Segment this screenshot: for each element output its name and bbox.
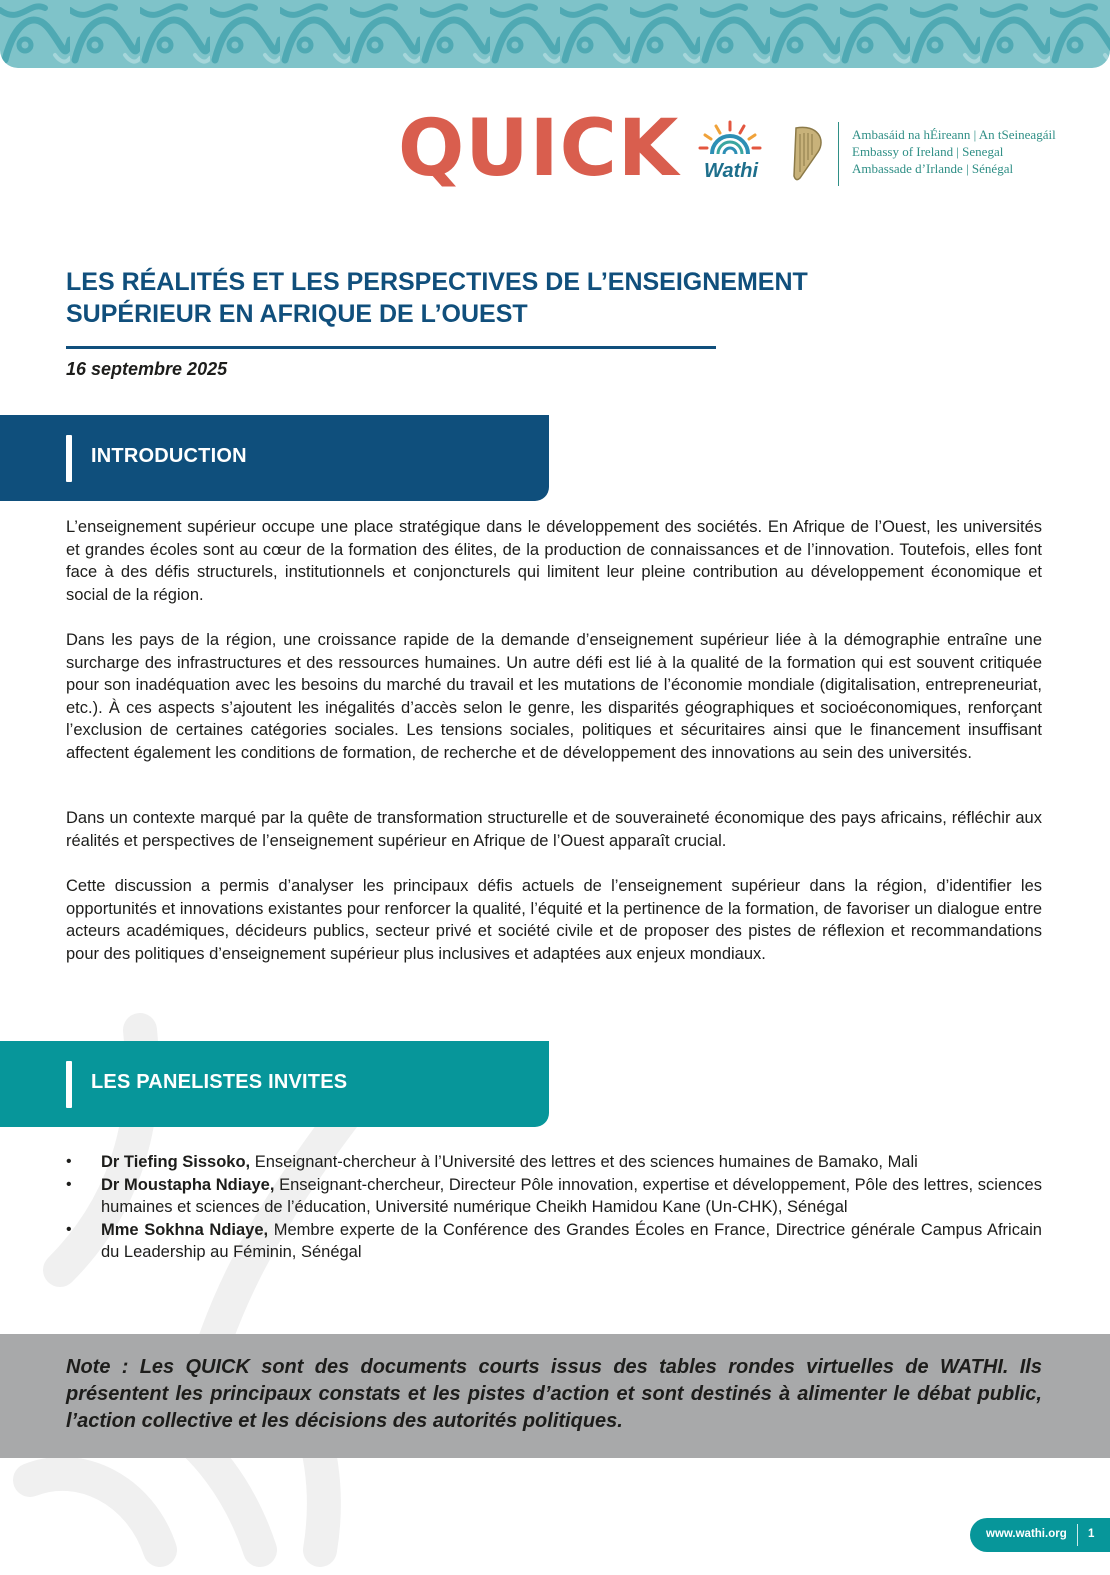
wathi-wordmark: Wathi bbox=[703, 160, 759, 182]
panelists-list bbox=[66, 1151, 1042, 1264]
panelists-heading: LES PANELISTES INVITES bbox=[91, 1071, 348, 1093]
bullet-icon: • bbox=[66, 1175, 72, 1193]
quick-logo: QUICK bbox=[398, 104, 680, 194]
footer-website-link[interactable]: www.wathi.org bbox=[986, 1528, 1067, 1540]
logo-divider bbox=[838, 122, 839, 186]
intro-paragraph-4: Cette discussion a permis d’analyser les principaux défis actuels de l’enseignement supérieur dans la région, d’identifier les opportunités et innovations existantes pour renforcer la qualité, l’équité et la pertinence de la formation, de favoriser un dialogue entre acteurs académiques, décideurs publics, secteur privé et société civile et de proposer des pistes de réflexion et recommandations pour des politiques d’enseignement supérieur plus inclusives et adaptées aux enjeux mondiaux. bbox=[66, 877, 1042, 963]
wathi-logo bbox=[696, 118, 764, 188]
list-item bbox=[66, 1151, 1042, 1174]
list-item bbox=[66, 1174, 1042, 1219]
embassy-line-french: Ambassade d’Irlande | Sénégal bbox=[852, 161, 1014, 176]
panelist-name: Dr Tiefing Sissoko, bbox=[101, 1153, 251, 1171]
bullet-icon: • bbox=[66, 1153, 72, 1170]
intro-paragraph-1: L’enseignement supérieur occupe une place stratégique dans le développement des sociétés. En Afrique de l’Ouest, les universités et grandes écoles sont au cœur de la formation des élites, de la production de connaissances et de l’innovation. Toutefois, elles font face à des défis structurels, institutionnels et conjoncturels qui limitent leur pleine contribution au développement économique et social de la région. bbox=[66, 518, 1042, 604]
panelist-role: Enseignant-chercheur à l’Université des lettres et des sciences humaines de Bamako, Mali bbox=[250, 1153, 918, 1171]
decorative-header-banner bbox=[0, 0, 1110, 68]
intro-paragraph-3: Dans un contexte marqué par la quête de transformation structurelle et de souveraineté économique des pays africains, réfléchir aux réalités et perspectives de l’enseignement supérieur en Afrique de l’Ouest apparaît crucial. bbox=[66, 809, 1042, 850]
embassy-line-english: Embassy of Ireland | Senegal bbox=[852, 144, 1004, 159]
embassy-line-irish: Ambasáid na hÉireann | An tSeineagáil bbox=[852, 127, 1056, 142]
panelist-role: Enseignant-chercheur, Directeur Pôle innovation, expertise et développement, Pôle des lettres, sciences humaines et sciences de l’éducation, Université numérique Cheikh Hamidou Kane (Un-CHK), Sénégal bbox=[101, 1175, 1042, 1216]
introduction-section-header bbox=[0, 415, 549, 501]
panelist-name: Dr Moustapha Ndiaye, bbox=[101, 1175, 275, 1194]
footer-pill bbox=[970, 1518, 1110, 1552]
intro-paragraph-2: Dans les pays de la région, une croissance rapide de la demande d’enseignement supérieur liée à la démographie entraîne une surcharge des infrastructures et des ressources humaines. Un autre défi est lié à la qualité de la formation qui est souvent critiquée pour son inadéquation avec les besoins du marché du travail et les mutations de l’économie mondiale (digitalisation, entrepreneuriat, etc.). À ces aspects s’ajoutent les inégalités d’accès selon le genre, les disparités géographiques et socioéconomiques, renforçant l’exclusion de certaines catégories sociales. Les tensions sociales, politiques et sécuritaires ainsi que le financement insuffisant affectent également les conditions de formation, de recherche et de développement des innovations au sein des universités. bbox=[66, 631, 1042, 762]
title-line-2: SUPÉRIEUR EN AFRIQUE DE L’OUEST bbox=[66, 300, 528, 328]
title-line-1: LES RÉALITÉS ET LES PERSPECTIVES DE L’ENSEIGNEMENT bbox=[66, 268, 808, 296]
introduction-heading: INTRODUCTION bbox=[91, 445, 247, 467]
list-item bbox=[66, 1219, 1042, 1264]
note-text: Note : Les QUICK sont des documents courts issus des tables rondes virtuelles de WATHI. Ils présentent les principaux constats et les pistes d’action et sont destinés à alimenter le débat public, l’action collective et les décisions des autorités politiques. bbox=[66, 1356, 1042, 1432]
panelist-role: Membre experte de la Conférence des Grandes Écoles en France, Directrice générale Campus Africain du Leadership au Féminin, Sénégal bbox=[101, 1220, 1042, 1261]
page-number: 1 bbox=[1088, 1528, 1095, 1540]
section-header-bar bbox=[66, 435, 72, 482]
harp-icon bbox=[788, 122, 828, 184]
embassy-of-ireland-text bbox=[852, 126, 1056, 177]
panelist-name: Mme Sokhna Ndiaye, bbox=[101, 1220, 269, 1239]
banner-pattern bbox=[0, 0, 1110, 68]
bullet-icon: • bbox=[66, 1220, 72, 1238]
section-header-bar bbox=[66, 1061, 72, 1108]
document-date: 16 septembre 2025 bbox=[66, 359, 228, 379]
document-title bbox=[66, 266, 856, 330]
sun-icon bbox=[696, 118, 764, 162]
title-underline bbox=[66, 346, 716, 349]
footer-divider bbox=[1077, 1524, 1078, 1546]
panelists-section-header bbox=[0, 1041, 549, 1127]
